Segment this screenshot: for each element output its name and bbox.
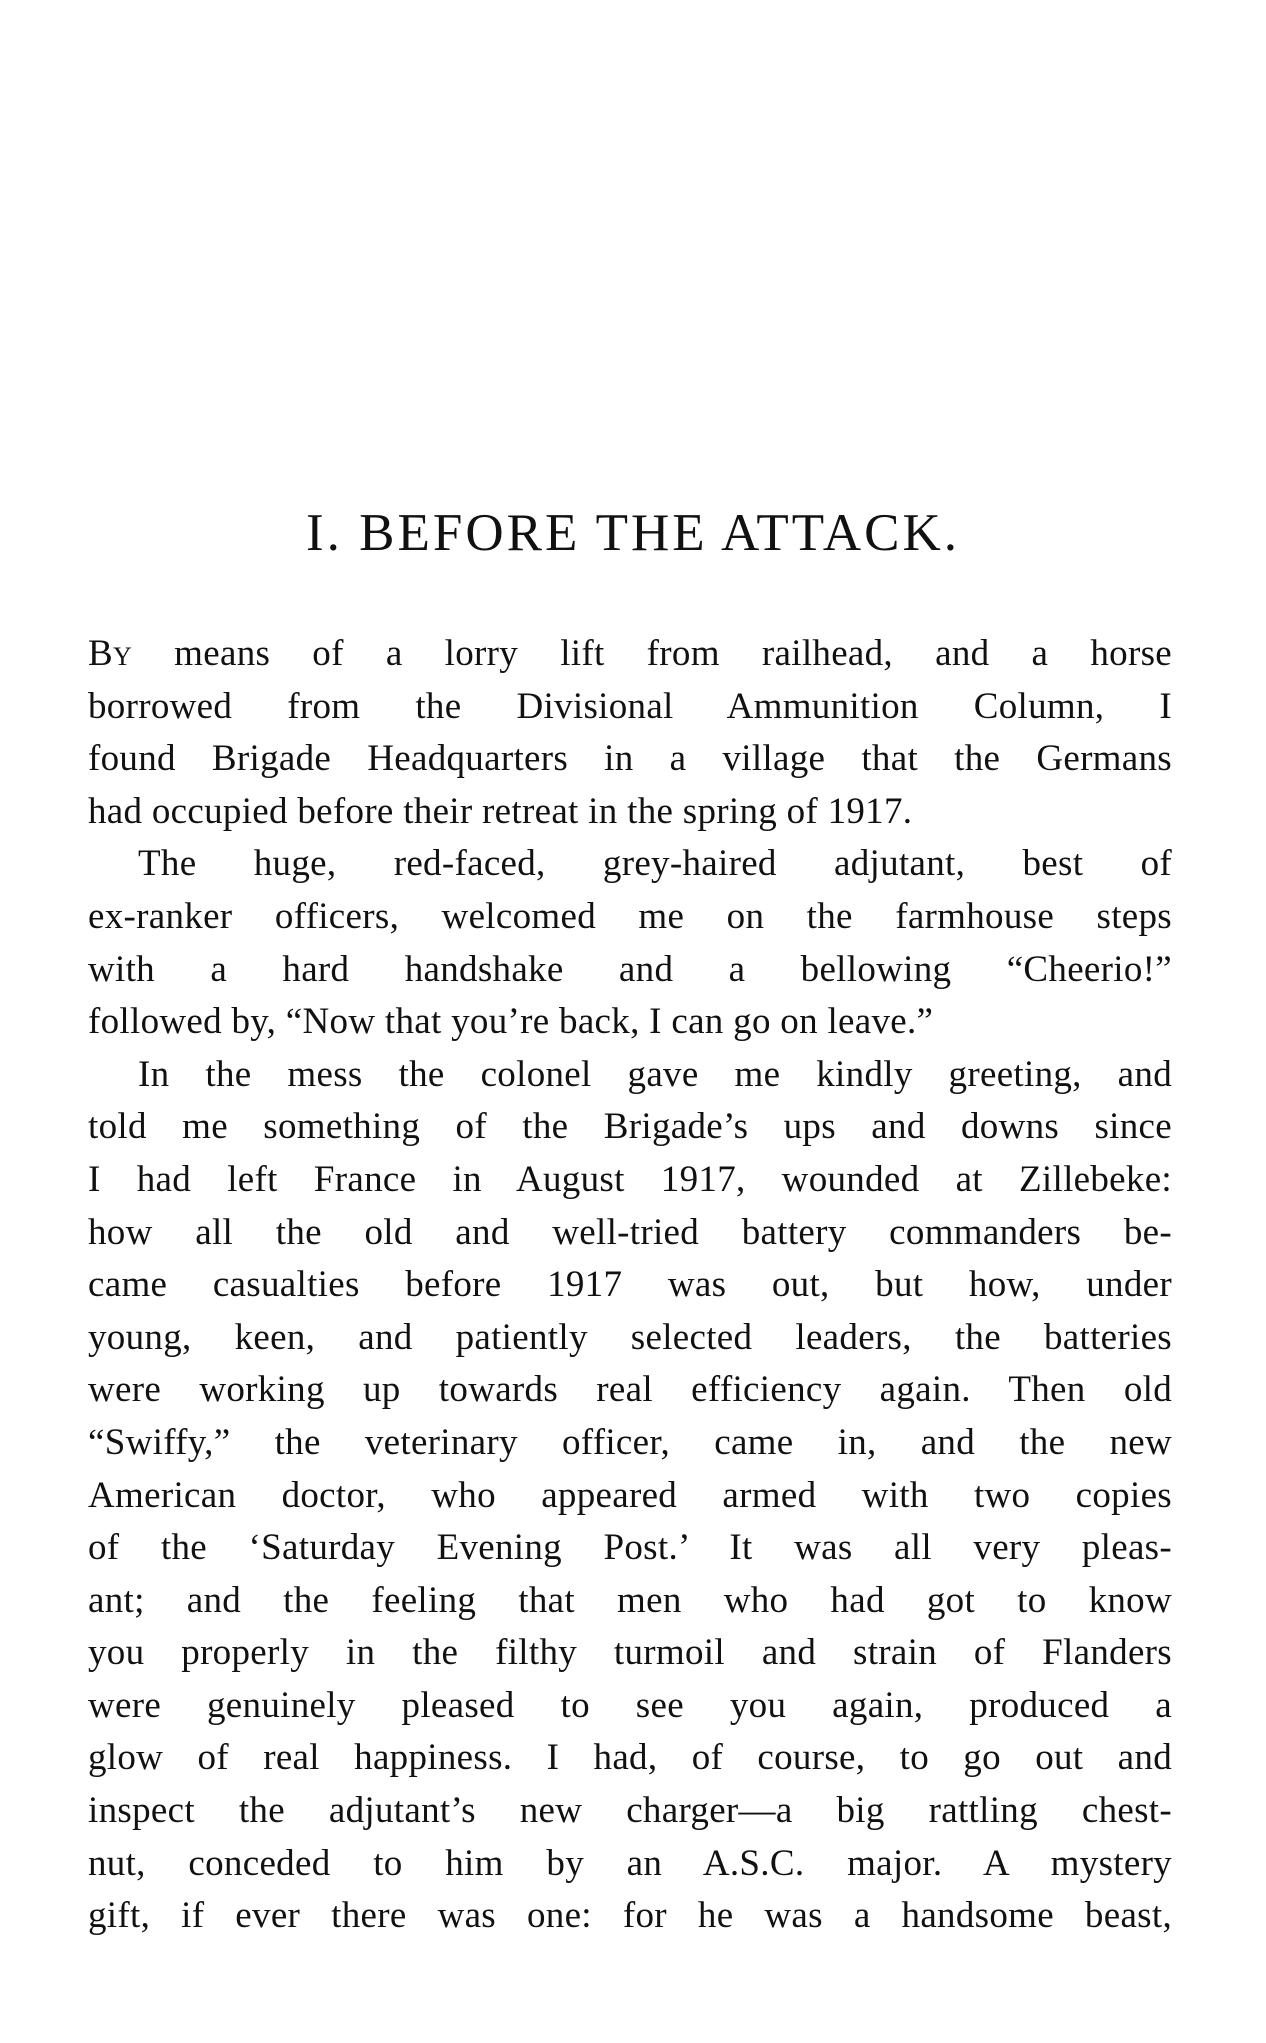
text-line: I had left France in August 1917, wounded at Zillebeke: bbox=[88, 1158, 1172, 1200]
text-line: inspect the adjutant’s new charger—a big rattling chest- bbox=[88, 1790, 1172, 1832]
text-line: came casualties before 1917 was out, but how, under bbox=[88, 1264, 1172, 1306]
text-line: ant; and the feeling that men who had got to know bbox=[88, 1579, 1172, 1621]
text-line: gift, if ever there was one: for he was a handsome beast, bbox=[88, 1895, 1172, 1937]
text-line: you properly in the filthy turmoil and strain of Flanders bbox=[88, 1632, 1172, 1674]
text-line bbox=[88, 628, 1172, 681]
chapter-title: I. BEFORE THE ATTACK. bbox=[305, 504, 961, 562]
text-line: how all the old and well-tried battery commanders be- bbox=[88, 1211, 1172, 1253]
text-line: with a hard handshake and a bellowing “Cheerio!” bbox=[88, 948, 1172, 990]
text-line: borrowed from the Divisional Ammunition Column, I bbox=[88, 685, 1172, 727]
text-line: American doctor, who appeared armed with two copies bbox=[88, 1474, 1172, 1516]
line-text: means of a lorry lift from railhead, and a horse bbox=[132, 633, 1172, 674]
text-line: “Swiffy,” the veterinary officer, came in, and the new bbox=[88, 1421, 1172, 1463]
text-line: had occupied before their retreat in the spring of 1917. bbox=[88, 790, 913, 832]
text-line: were working up towards real efficiency again. Then old bbox=[88, 1369, 1172, 1411]
text-line: were genuinely pleased to see you again, produced a bbox=[88, 1684, 1172, 1726]
paragraph-start: The huge, red-faced, grey-haired adjutant, best of bbox=[138, 843, 1172, 885]
text-line: young, keen, and patiently selected leaders, the batteries bbox=[88, 1316, 1172, 1358]
text-line: found Brigade Headquarters in a village that the Germans bbox=[88, 738, 1172, 780]
text-line: nut, conceded to him by an A.S.C. major. A mystery bbox=[88, 1842, 1172, 1884]
drop-word: By bbox=[88, 633, 133, 674]
text-line: ex-ranker officers, welcomed me on the farmhouse steps bbox=[88, 895, 1172, 937]
text-line: told me something of the Brigade’s ups and downs since bbox=[88, 1106, 1172, 1148]
text-line: glow of real happiness. I had, of course, to go out and bbox=[88, 1737, 1172, 1779]
text-line: of the ‘Saturday Evening Post.’ It was all very pleas- bbox=[88, 1527, 1172, 1569]
paragraph-start: In the mess the colonel gave me kindly greeting, and bbox=[138, 1053, 1172, 1095]
chapter-body-text bbox=[88, 628, 1172, 1943]
text-line: followed by, “Now that you’re back, I can go on leave.” bbox=[88, 1001, 934, 1043]
